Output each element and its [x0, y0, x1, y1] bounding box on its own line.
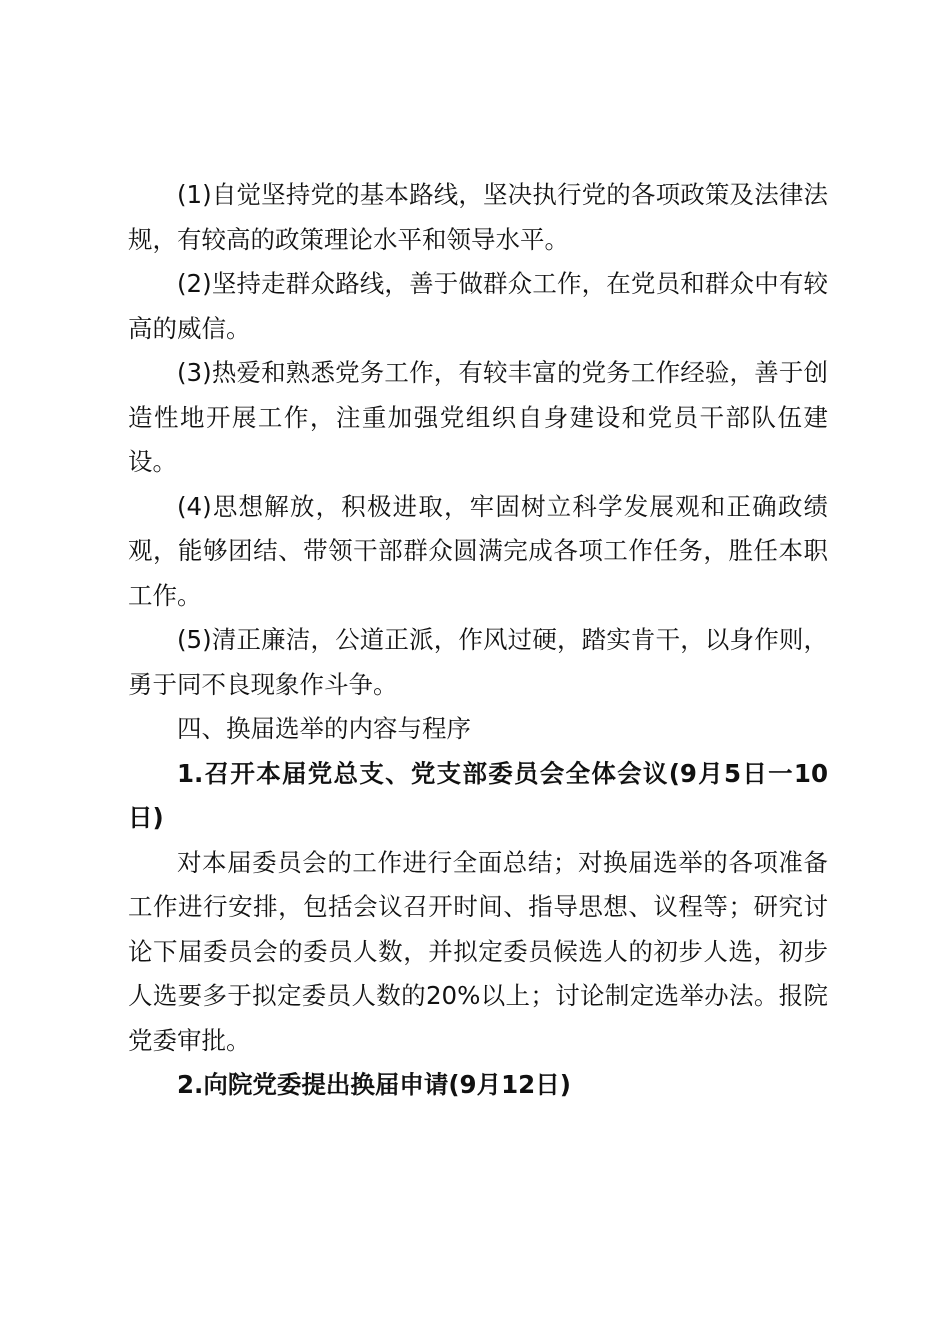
step-2-heading: 2.向院党委提出换届申请(9月12日) [177, 1070, 571, 1099]
section-4-heading: 四、换届选举的内容与程序 [177, 714, 471, 743]
criterion-3-paragraph: (3)热爱和熟悉党务工作，有较丰富的党务工作经验，善于创造性地开展工作，注重加强党组织自身建设和党员干部队伍建设。 [128, 358, 828, 476]
document-page [128, 173, 828, 1108]
step-1-body-paragraph: 对本届委员会的工作进行全面总结；对换届选举的各项准备工作进行安排，包括会议召开时间、指导思想、议程等；研究讨论下届委员会的委员人数，并拟定委员候选人的初步人选，初步人选要多于拟定委员人数的20%以上；讨论制定选举办法。报院党委审批。 [128, 847, 828, 1055]
criterion-2-paragraph: (2)坚持走群众路线，善于做群众工作，在党员和群众中有较高的威信。 [128, 269, 828, 343]
step-1-heading: 1.召开本届党总支、党支部委员会全体会议(9月5日一10日) [128, 758, 828, 832]
criterion-5-paragraph: (5)清正廉洁，公道正派，作风过硬，踏实肯干，以身作则，勇于同不良现象作斗争。 [128, 625, 828, 699]
criterion-4-paragraph: (4)思想解放，积极进取，牢固树立科学发展观和正确政绩观，能够团结、带领干部群众圆满完成各项工作任务，胜任本职工作。 [128, 491, 828, 610]
criterion-1-paragraph: (1)自觉坚持党的基本路线，坚决执行党的各项政策及法律法规，有较高的政策理论水平和领导水平。 [128, 180, 828, 254]
